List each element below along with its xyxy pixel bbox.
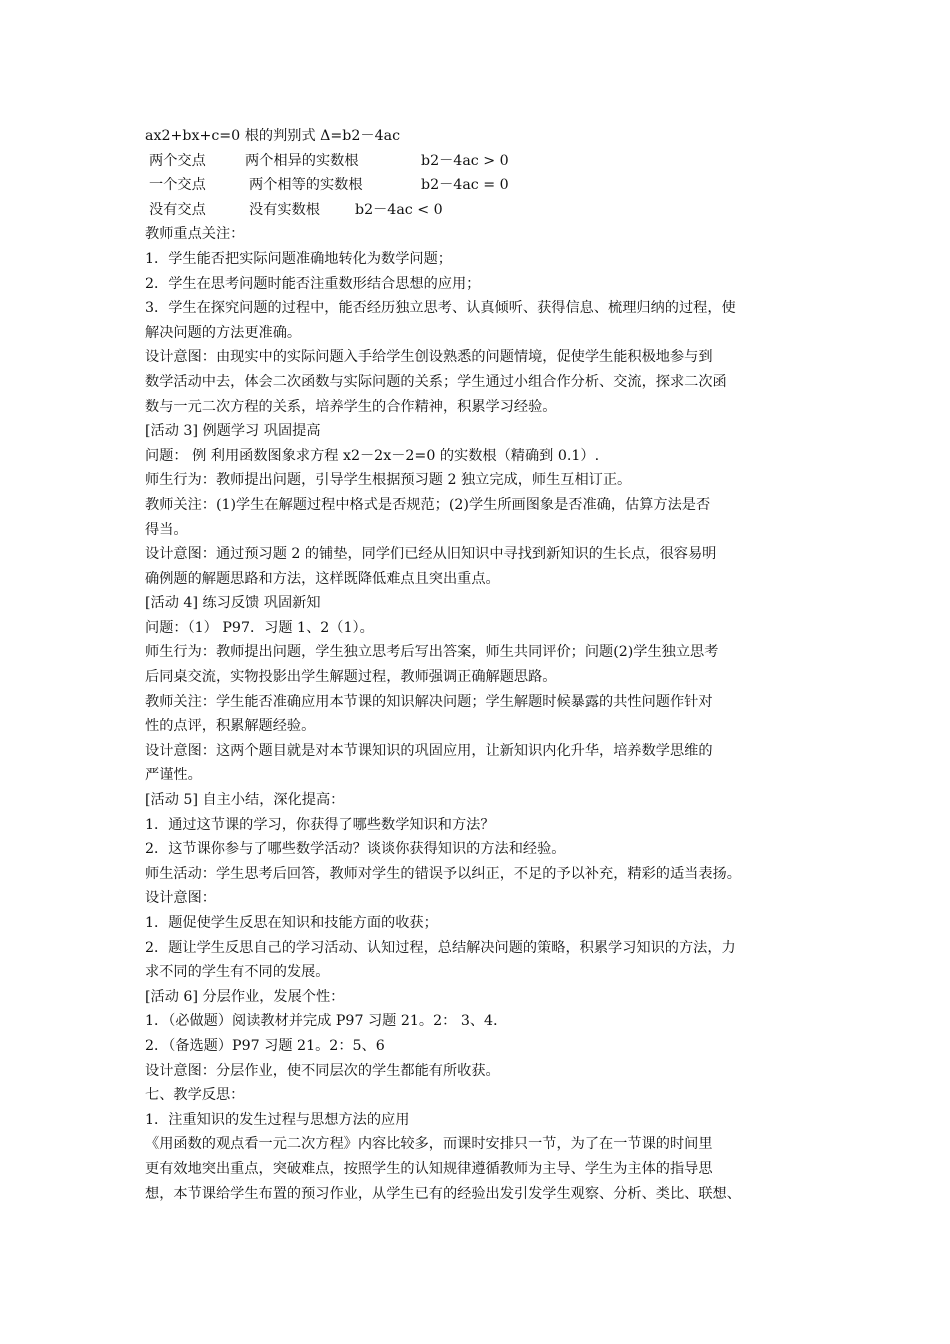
text-line: [活动 6] 分层作业，发展个性： — [145, 988, 345, 1005]
discriminant-row — [145, 149, 815, 174]
row-cell-intersection: 没有交点 — [149, 201, 206, 218]
text-line: [活动 3] 例题学习 巩固提高 — [145, 423, 321, 440]
text-line: 1．学生能否把实际问题准确地转化为数学问题； — [145, 250, 452, 267]
row-cell-condition: b2－4ac = 0 — [421, 177, 509, 194]
row-cell-roots: 两个相异的实数根 — [245, 152, 359, 169]
row-cell-condition: b2－4ac > 0 — [421, 152, 509, 169]
text-line: 师生活动：学生思考后回答，教师对学生的错误予以纠正，不足的予以补充，精彩的适当表扬。 — [145, 865, 741, 882]
text-line: 1．注重知识的发生过程与思想方法的应用 — [145, 1111, 410, 1128]
row-cell-intersection: 两个交点 — [149, 152, 206, 169]
text-line: 教师关注：学生能否准确应用本节课的知识解决问题；学生解题时候暴露的共性问题作针对 — [145, 693, 713, 710]
text-line: 2．题让学生反思自己的学习活动、认知过程，总结解决问题的策略，积累学习知识的方法，力 — [145, 939, 736, 956]
text-line: 想，本节课给学生布置的预习作业，从学生已有的经验出发引发学生观察、分析、类比、联想、 — [145, 1185, 741, 1202]
text-line: 《用函数的观点看一元二次方程》内容比较多，而课时安排只一节，为了在一节课的时间里 — [145, 1136, 713, 1153]
text-line: 问题：（1） P97．习题 1、2（1）。 — [145, 619, 374, 636]
discriminant-row — [145, 198, 815, 223]
text-line: [活动 5] 自主小结，深化提高： — [145, 792, 345, 809]
text-line: 得当。 — [145, 521, 188, 538]
text-line: 严谨性。 — [145, 767, 202, 784]
text-line: 3．学生在探究问题的过程中，能否经历独立思考、认真倾听、获得信息、梳理归纳的过程，使 — [145, 300, 736, 317]
text-line: 数学活动中去，体会二次函数与实际问题的关系；学生通过小组合作分析、交流，探求二次函 — [145, 373, 727, 390]
row-cell-roots: 两个相等的实数根 — [249, 177, 363, 194]
text-line: 1．题促使学生反思在知识和技能方面的收获； — [145, 915, 438, 931]
document-page — [145, 124, 815, 1206]
text-line: 数与一元二次方程的关系，培养学生的合作精神，积累学习经验。 — [145, 398, 557, 415]
text-line: 教师关注：(1)学生在解题过程中格式是否规范；(2)学生所画图象是否准确，估算方法是否 — [145, 496, 711, 513]
text-line: 设计意图： — [145, 890, 216, 907]
text-line: 2．（备选题）P97 习题 21。2：5、6 — [145, 1037, 385, 1054]
text-line: 更有效地突出重点，突破难点，按照学生的认知规律遵循教师为主导、学生为主体的指导思 — [145, 1160, 713, 1177]
text-line: 确例题的解题思路和方法，这样既降低难点且突出重点。 — [145, 570, 500, 587]
text-line: 2．学生在思考问题时能否注重数形结合思想的应用； — [145, 275, 481, 292]
text-line: 师生行为：教师提出问题，引导学生根据预习题 2 独立完成，师生互相订正。 — [145, 472, 632, 489]
text-line: 1．通过这节课的学习，你获得了哪些数学知识和方法？ — [145, 816, 495, 833]
row-cell-intersection: 一个交点 — [149, 177, 206, 194]
text-line: 后同桌交流，实物投影出学生解题过程，教师强调正确解题思路。 — [145, 669, 557, 686]
text-line: 设计意图：通过预习题 2 的铺垫，同学们已经从旧知识中寻找到新知识的生长点，很容易明 — [145, 546, 717, 563]
text-line: 设计意图：由现实中的实际问题入手给学生创设熟悉的问题情境，促使学生能积极地参与到 — [145, 349, 713, 366]
text-line: 设计意图：这两个题目就是对本节课知识的巩固应用，让新知识内化升华，培养数学思维的 — [145, 742, 713, 759]
body-text — [145, 222, 815, 1206]
formula-line: ax2+bx+c=0 根的判别式 Δ=b2－4ac — [145, 128, 401, 144]
text-line: 教师重点关注： — [145, 226, 245, 243]
text-line: 设计意图：分层作业，使不同层次的学生都能有所收获。 — [145, 1062, 500, 1079]
text-line: 问题： 例 利用函数图象求方程 x2－2x－2=0 的实数根（精确到 0.1）. — [145, 447, 600, 464]
text-line: [活动 4] 练习反馈 巩固新知 — [145, 595, 321, 612]
row-cell-roots: 没有实数根 — [249, 201, 320, 218]
discriminant-row — [145, 173, 815, 198]
text-line: 2．这节课你参与了哪些数学活动？谈谈你获得知识的方法和经验。 — [145, 841, 566, 858]
text-line: 求不同的学生有不同的发展。 — [145, 964, 330, 981]
text-line: 性的点评，积累解题经验。 — [145, 718, 316, 735]
row-cell-condition: b2－4ac < 0 — [355, 201, 443, 218]
text-line: 1．（必做题）阅读教材并完成 P97 习题 21。2： 3、4． — [145, 1013, 508, 1030]
text-line: 七、教学反思： — [145, 1087, 245, 1104]
text-line: 师生行为：教师提出问题，学生独立思考后写出答案，师生共同评价；问题(2)学生独立思考 — [145, 644, 719, 661]
text-line: 解决问题的方法更准确。 — [145, 324, 302, 341]
